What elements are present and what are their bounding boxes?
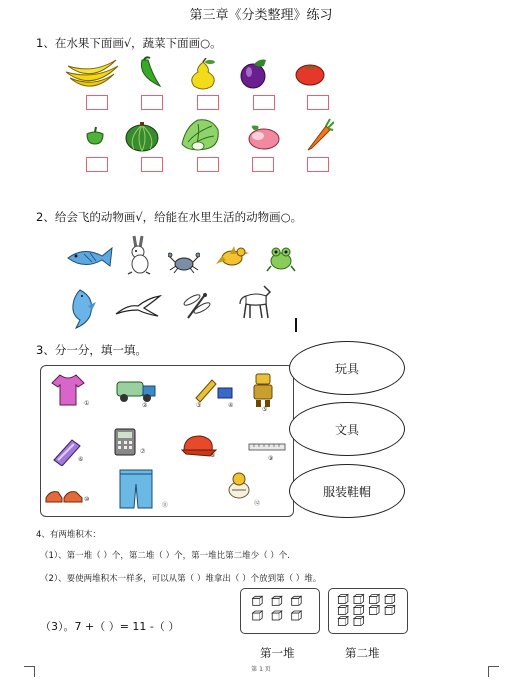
item-number: ② (142, 402, 148, 409)
item-number: ⑫ (254, 500, 261, 507)
answer-box[interactable] (307, 95, 329, 110)
block-cube (338, 606, 348, 615)
category-label: 文具 (334, 422, 359, 437)
block-cube (354, 617, 364, 626)
answer-box[interactable] (253, 95, 275, 110)
dolphin-icon (66, 288, 100, 330)
frog-icon (266, 244, 296, 272)
answer-box[interactable] (141, 157, 163, 172)
block-cube (253, 611, 263, 620)
block-cube (292, 596, 302, 605)
question-4-line-2: （2）、要使两堆积木一样多，可以从第（ ）堆拿出（ ）个放到第（ ）堆。 (40, 574, 322, 584)
question-2-text: 2、给会飞的动物画√，给能在水里生活的动物画○。 (36, 210, 303, 224)
block-cube (354, 595, 364, 604)
toy-robot-icon (250, 372, 276, 408)
shoes-icon (44, 486, 84, 504)
category-label: 服装鞋帽 (322, 484, 371, 499)
ruler-icon (248, 443, 286, 451)
rabbit-icon (124, 234, 156, 276)
pear-icon (186, 58, 220, 90)
answer-box[interactable] (86, 95, 108, 110)
blocks-graphic (241, 589, 319, 633)
carrot-icon (304, 118, 334, 152)
block-pile-2 (328, 588, 408, 634)
pencil-sharpener-icon (194, 376, 234, 404)
shirt-icon (50, 373, 86, 407)
block-cube (272, 596, 282, 605)
truck-icon (115, 376, 157, 404)
block-cube (385, 606, 395, 615)
block-cube (272, 611, 282, 620)
block-cube (338, 595, 348, 604)
category-oval-stationery[interactable] (289, 402, 405, 456)
pants-icon (118, 468, 154, 510)
question-3-text: 3、分一分，填一填。 (36, 343, 147, 357)
answer-box[interactable] (197, 95, 219, 110)
page-title: 第三章《分类整理》练习 (189, 8, 333, 23)
block-pile-1 (240, 588, 320, 634)
question-4-line-3: （3）。7 +（ ）= 11 -（ ） (40, 620, 180, 633)
bell-pepper-icon (84, 126, 106, 146)
dragonfly-icon (180, 290, 212, 322)
pumpkin-icon (124, 120, 160, 152)
block-cube (354, 606, 364, 615)
item-number: ⑤ (262, 406, 268, 413)
peach-icon (244, 122, 282, 150)
blocks-graphic (329, 589, 407, 633)
swallow-icon (114, 294, 162, 318)
banana-icon (64, 58, 120, 88)
answer-box[interactable] (197, 157, 219, 172)
item-number: ⑧ (210, 452, 216, 459)
question-1-text: 1、在水果下面画√，蔬菜下面画○。 (36, 36, 222, 50)
question-4-text: 4、有两堆积木： (36, 530, 101, 540)
item-number: ⑩ (84, 496, 90, 503)
item-number: ⑥ (78, 456, 84, 463)
block-cube (292, 611, 302, 620)
answer-box[interactable] (307, 157, 329, 172)
pepper-icon (136, 56, 166, 88)
fish-icon (64, 244, 114, 272)
calculator-icon (114, 428, 136, 456)
item-number: ⑪ (162, 502, 169, 509)
tomato-icon (294, 60, 326, 86)
crab-icon (168, 252, 200, 274)
question-4-line-1: （1）、第一堆（ ）个，第二堆（ ）个，第一堆比第二堆少（ ）个. (40, 551, 290, 561)
cabbage-icon (178, 116, 222, 152)
page-number: 第 1 页 (251, 666, 271, 673)
item-number: ③ (196, 402, 202, 409)
block-cube (370, 595, 380, 604)
eggplant-icon (238, 56, 272, 90)
pile-1-label: 第一堆 (260, 646, 295, 660)
corner-mark (488, 666, 499, 677)
block-cube (385, 595, 395, 604)
corner-mark (24, 666, 35, 677)
item-number: ⑨ (268, 455, 274, 462)
block-cube (370, 606, 380, 615)
bird-icon (216, 242, 250, 272)
chick-toy-icon (224, 470, 254, 500)
block-cube (253, 596, 263, 605)
category-oval-clothing[interactable] (289, 464, 405, 518)
pile-2-label: 第二堆 (345, 646, 380, 660)
category-oval-toys[interactable] (289, 341, 405, 395)
answer-box[interactable] (252, 157, 274, 172)
category-label: 玩具 (334, 361, 359, 376)
item-number: ④ (228, 402, 234, 409)
horse-icon (236, 282, 276, 322)
answer-box[interactable] (141, 95, 163, 110)
text-cursor (295, 318, 297, 332)
item-number: ① (84, 400, 90, 407)
block-cube (338, 617, 348, 626)
answer-box[interactable] (86, 157, 108, 172)
item-number: ⑦ (140, 448, 146, 455)
